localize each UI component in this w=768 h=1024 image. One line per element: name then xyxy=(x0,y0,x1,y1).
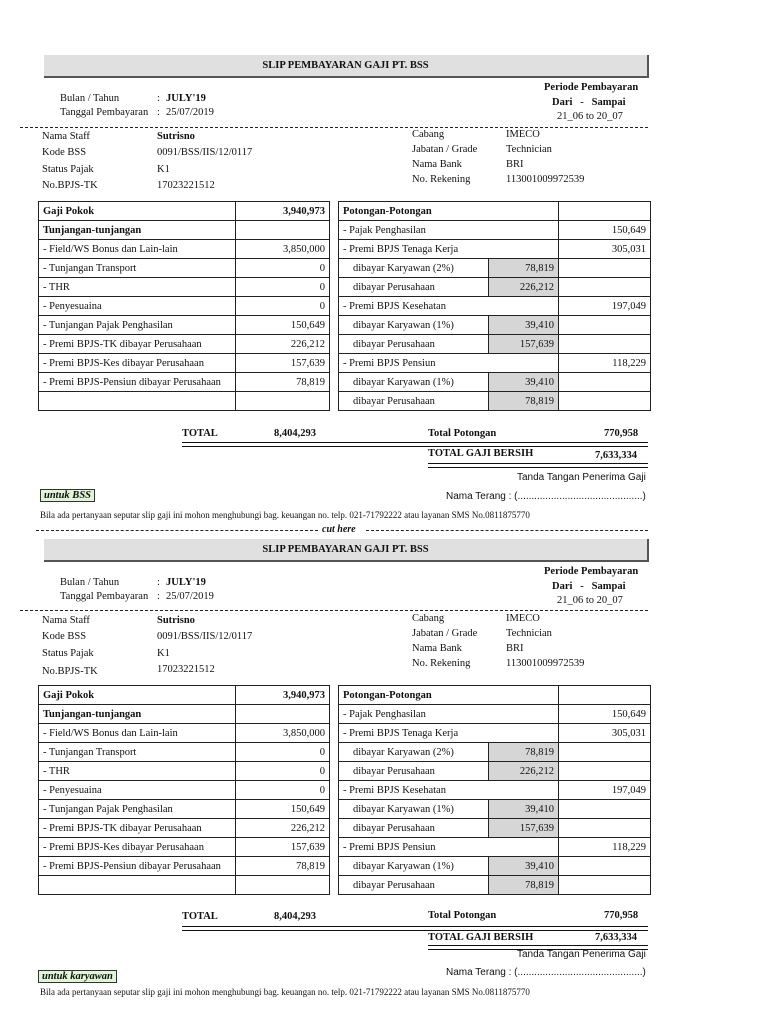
rekening-label: No. Rekening xyxy=(412,658,471,669)
empty-cell xyxy=(559,373,651,392)
potongan-header: Potongan-Potongan xyxy=(339,686,559,705)
bank-label: Nama Bank xyxy=(412,643,462,654)
deduction-value: 197,049 xyxy=(559,297,651,316)
income-value: 78,819 xyxy=(236,373,330,392)
empty-cell xyxy=(559,259,651,278)
colon: : xyxy=(157,93,160,104)
bulan-label: Bulan / Tahun xyxy=(60,577,120,588)
dari-sampai: Dari - Sampai xyxy=(552,581,626,592)
table-row xyxy=(39,781,330,800)
deduction-sub-label: dibayar Karyawan (1%) xyxy=(339,800,489,819)
empty-cell xyxy=(559,335,651,354)
table-row xyxy=(339,221,651,240)
deduction-sub-value: 39,410 xyxy=(489,316,559,335)
income-label: - Field/WS Bonus dan Lain-lain xyxy=(39,240,236,259)
cabang-value: IMECO xyxy=(506,129,540,140)
deduction-value: 197,049 xyxy=(559,781,651,800)
gaji-pokok-value: 3,940,973 xyxy=(236,202,330,221)
slip-title: SLIP PEMBAYARAN GAJI PT. BSS xyxy=(44,539,649,562)
income-label: - Premi BPJS-TK dibayar Perusahaan xyxy=(39,335,236,354)
table-row xyxy=(39,800,330,819)
empty-cell xyxy=(39,392,236,411)
table-row xyxy=(39,221,330,240)
deduction-sub-label: dibayar Karyawan (1%) xyxy=(339,316,489,335)
periode-value: 21_06 to 20_07 xyxy=(557,595,623,606)
net-value: 7,633,334 xyxy=(595,450,637,461)
income-value: 0 xyxy=(236,781,330,800)
deduction-total-value: 770,958 xyxy=(604,910,639,921)
deduction-sub-label: dibayar Perusahaan xyxy=(339,278,489,297)
empty-cell xyxy=(559,278,651,297)
nama-label: Nama Staff xyxy=(42,131,90,142)
income-value: 78,819 xyxy=(236,857,330,876)
income-value: 157,639 xyxy=(236,838,330,857)
deduction-label: - Premi BPJS Kesehatan xyxy=(339,297,559,316)
income-label: - Field/WS Bonus dan Lain-lain xyxy=(39,724,236,743)
table-row xyxy=(339,838,651,857)
divider xyxy=(20,610,648,611)
bpjs-value: 17023221512 xyxy=(157,664,215,675)
deduction-total-label: Total Potongan xyxy=(428,910,497,921)
kode-value: 0091/BSS/IIS/12/0117 xyxy=(157,631,253,642)
income-value: 226,212 xyxy=(236,819,330,838)
cabang-value: IMECO xyxy=(506,613,540,624)
income-label: - Tunjangan Pajak Penghasilan xyxy=(39,316,236,335)
nama-label: Nama Staff xyxy=(42,615,90,626)
tanggal-label: Tanggal Pembayaran xyxy=(60,591,149,602)
deduction-sub-label: dibayar Karyawan (2%) xyxy=(339,743,489,762)
deduction-value: 305,031 xyxy=(559,724,651,743)
deduction-sub-value: 226,212 xyxy=(489,762,559,781)
deduction-sub-value: 39,410 xyxy=(489,857,559,876)
table-row xyxy=(39,876,330,895)
empty-cell xyxy=(559,800,651,819)
table-row xyxy=(339,705,651,724)
empty-cell xyxy=(559,876,651,895)
income-value: 226,212 xyxy=(236,335,330,354)
deduction-label: - Premi BPJS Kesehatan xyxy=(339,781,559,800)
copy-tag: untuk BSS xyxy=(40,489,95,502)
empty-cell xyxy=(236,392,330,411)
gaji-pokok-value: 3,940,973 xyxy=(236,686,330,705)
income-label: - Tunjangan Pajak Penghasilan xyxy=(39,800,236,819)
empty-cell xyxy=(236,705,330,724)
cabang-label: Cabang xyxy=(412,129,445,140)
deduction-label: - Pajak Penghasilan xyxy=(339,705,559,724)
deduction-value: 305,031 xyxy=(559,240,651,259)
income-value: 150,649 xyxy=(236,316,330,335)
table-row xyxy=(339,373,651,392)
income-label: - THR xyxy=(39,762,236,781)
nama-value: Sutrisno xyxy=(157,615,195,626)
table-row xyxy=(339,743,651,762)
table-row xyxy=(39,819,330,838)
deduction-label: - Premi BPJS Tenaga Kerja xyxy=(339,240,559,259)
table-row xyxy=(339,354,651,373)
deduction-label: - Premi BPJS Pensiun xyxy=(339,354,559,373)
deduction-sub-label: dibayar Karyawan (2%) xyxy=(339,259,489,278)
table-row xyxy=(39,686,330,705)
table-row xyxy=(39,392,330,411)
tunjangan-header: Tunjangan-tunjangan xyxy=(39,221,236,240)
table-row xyxy=(339,762,651,781)
bank-label: Nama Bank xyxy=(412,159,462,170)
table-row xyxy=(39,724,330,743)
colon: : xyxy=(157,107,160,118)
empty-cell xyxy=(559,819,651,838)
table-row xyxy=(39,240,330,259)
deduction-value: 118,229 xyxy=(559,354,651,373)
table-row xyxy=(39,743,330,762)
empty-cell xyxy=(559,762,651,781)
kode-label: Kode BSS xyxy=(42,147,87,158)
jabatan-value: Technician xyxy=(506,628,552,639)
deduction-sub-label: dibayar Perusahaan xyxy=(339,819,489,838)
rekening-value: 113001009972539 xyxy=(506,174,585,185)
income-value: 0 xyxy=(236,259,330,278)
cut-line xyxy=(0,524,768,536)
deduction-sub-label: dibayar Perusahaan xyxy=(339,876,489,895)
pajak-value: K1 xyxy=(157,164,170,175)
deduction-sub-value: 157,639 xyxy=(489,335,559,354)
pajak-label: Status Pajak xyxy=(42,648,94,659)
table-row xyxy=(39,373,330,392)
empty-cell xyxy=(559,857,651,876)
deduction-value: 150,649 xyxy=(559,705,651,724)
gaji-pokok-label: Gaji Pokok xyxy=(39,686,236,705)
empty-cell xyxy=(559,392,651,411)
table-row xyxy=(39,259,330,278)
payslip-copy-karyawan xyxy=(0,539,768,1023)
deduction-sub-value: 78,819 xyxy=(489,392,559,411)
deduction-sub-value: 78,819 xyxy=(489,743,559,762)
income-table xyxy=(38,201,330,411)
table-row xyxy=(39,202,330,221)
empty-cell xyxy=(39,876,236,895)
income-label: - Penyesuaina xyxy=(39,781,236,800)
colon: : xyxy=(157,591,160,602)
net-label: TOTAL GAJI BERSIH xyxy=(428,932,534,943)
double-underline xyxy=(428,463,648,468)
deduction-total-label: Total Potongan xyxy=(428,428,497,439)
double-underline xyxy=(182,926,648,931)
deduction-label: - Pajak Penghasilan xyxy=(339,221,559,240)
periode-label: Periode Pembayaran xyxy=(544,82,639,93)
income-value: 150,649 xyxy=(236,800,330,819)
deduction-sub-label: dibayar Perusahaan xyxy=(339,335,489,354)
income-value: 0 xyxy=(236,278,330,297)
dari-sampai: Dari - Sampai xyxy=(552,97,626,108)
potongan-header: Potongan-Potongan xyxy=(339,202,559,221)
table-row xyxy=(39,354,330,373)
table-row xyxy=(339,686,651,705)
bpjs-value: 17023221512 xyxy=(157,180,215,191)
deductions-table xyxy=(338,685,651,895)
cut-here-label: cut here xyxy=(322,524,356,535)
tanggal-label: Tanggal Pembayaran xyxy=(60,107,149,118)
empty-cell xyxy=(559,202,651,221)
divider xyxy=(20,127,648,128)
bulan-label: Bulan / Tahun xyxy=(60,93,120,104)
income-value: 157,639 xyxy=(236,354,330,373)
deductions-table xyxy=(338,201,651,411)
bank-value: BRI xyxy=(506,643,524,654)
table-row xyxy=(339,876,651,895)
cabang-label: Cabang xyxy=(412,613,445,624)
table-row xyxy=(339,316,651,335)
income-table xyxy=(38,685,330,895)
deduction-sub-value: 78,819 xyxy=(489,259,559,278)
periode-value: 21_06 to 20_07 xyxy=(557,111,623,122)
deduction-sub-label: dibayar Perusahaan xyxy=(339,392,489,411)
income-total-label: TOTAL xyxy=(182,428,218,439)
table-row xyxy=(39,316,330,335)
income-value: 0 xyxy=(236,743,330,762)
deduction-sub-value: 39,410 xyxy=(489,373,559,392)
deduction-sub-label: dibayar Karyawan (1%) xyxy=(339,857,489,876)
table-row xyxy=(39,297,330,316)
table-row xyxy=(39,705,330,724)
jabatan-value: Technician xyxy=(506,144,552,155)
kode-label: Kode BSS xyxy=(42,631,87,642)
jabatan-label: Jabatan / Grade xyxy=(412,144,478,155)
income-label: - Premi BPJS-Pensiun dibayar Perusahaan xyxy=(39,857,236,876)
net-label: TOTAL GAJI BERSIH xyxy=(428,448,534,459)
rekening-value: 113001009972539 xyxy=(506,658,585,669)
copy-tag: untuk karyawan xyxy=(38,970,117,983)
table-row xyxy=(339,335,651,354)
table-row xyxy=(339,202,651,221)
deduction-value: 150,649 xyxy=(559,221,651,240)
table-row xyxy=(339,259,651,278)
empty-cell xyxy=(559,743,651,762)
divider xyxy=(36,530,318,531)
footer-note: Bila ada pertanyaan seputar slip gaji ini mohon menghubungi bag. keuangan no. telp. 021-71792222 atau layanan SMS No.0811875770 xyxy=(40,987,530,997)
table-row xyxy=(339,724,651,743)
income-label: - Tunjangan Transport xyxy=(39,259,236,278)
deduction-sub-label: dibayar Perusahaan xyxy=(339,762,489,781)
bpjs-label: No.BPJS-TK xyxy=(42,180,98,191)
income-label: - THR xyxy=(39,278,236,297)
income-label: - Premi BPJS-Kes dibayar Perusahaan xyxy=(39,354,236,373)
deduction-label: - Premi BPJS Pensiun xyxy=(339,838,559,857)
income-label: - Penyesuaina xyxy=(39,297,236,316)
double-underline xyxy=(182,442,648,447)
tunjangan-header: Tunjangan-tunjangan xyxy=(39,705,236,724)
slip-title: SLIP PEMBAYARAN GAJI PT. BSS xyxy=(44,55,649,78)
table-row xyxy=(339,240,651,259)
deduction-label: - Premi BPJS Tenaga Kerja xyxy=(339,724,559,743)
pajak-label: Status Pajak xyxy=(42,164,94,175)
tanggal-value: 25/07/2019 xyxy=(166,591,214,602)
jabatan-label: Jabatan / Grade xyxy=(412,628,478,639)
income-value: 3,850,000 xyxy=(236,240,330,259)
deduction-sub-label: dibayar Karyawan (1%) xyxy=(339,373,489,392)
table-row xyxy=(339,297,651,316)
divider xyxy=(366,530,648,531)
signature-label: Tanda Tangan Penerima Gaji xyxy=(517,472,646,483)
empty-cell xyxy=(559,686,651,705)
table-row xyxy=(339,392,651,411)
nama-value: Sutrisno xyxy=(157,131,195,142)
table-row xyxy=(339,819,651,838)
income-label: - Premi BPJS-Kes dibayar Perusahaan xyxy=(39,838,236,857)
income-label: - Premi BPJS-Pensiun dibayar Perusahaan xyxy=(39,373,236,392)
table-row xyxy=(339,781,651,800)
bulan-value: JULY'19 xyxy=(166,93,206,104)
net-value: 7,633,334 xyxy=(595,932,637,943)
colon: : xyxy=(157,577,160,588)
table-row xyxy=(39,838,330,857)
deduction-total-value: 770,958 xyxy=(604,428,639,439)
table-row xyxy=(339,857,651,876)
empty-cell xyxy=(236,876,330,895)
empty-cell xyxy=(559,316,651,335)
deduction-sub-value: 226,212 xyxy=(489,278,559,297)
income-total-label: TOTAL xyxy=(182,911,218,922)
deduction-value: 118,229 xyxy=(559,838,651,857)
income-label: - Premi BPJS-TK dibayar Perusahaan xyxy=(39,819,236,838)
empty-cell xyxy=(236,221,330,240)
income-total-value: 8,404,293 xyxy=(274,911,316,922)
signature-label: Tanda Tangan Penerima Gaji xyxy=(517,949,646,960)
bpjs-label: No.BPJS-TK xyxy=(42,666,98,677)
income-total-value: 8,404,293 xyxy=(274,428,316,439)
income-value: 0 xyxy=(236,297,330,316)
bank-value: BRI xyxy=(506,159,524,170)
payslip-copy-bss xyxy=(0,55,768,539)
kode-value: 0091/BSS/IIS/12/0117 xyxy=(157,147,253,158)
table-row xyxy=(339,800,651,819)
table-row xyxy=(339,278,651,297)
income-value: 3,850,000 xyxy=(236,724,330,743)
table-row xyxy=(39,278,330,297)
nama-terang: Nama Terang : (.............................................) xyxy=(446,491,646,502)
table-row xyxy=(39,762,330,781)
pajak-value: K1 xyxy=(157,648,170,659)
deduction-sub-value: 78,819 xyxy=(489,876,559,895)
table-row xyxy=(39,335,330,354)
footer-note: Bila ada pertanyaan seputar slip gaji ini mohon menghubungi bag. keuangan no. telp. 021-71792222 atau layanan SMS No.0811875770 xyxy=(40,510,530,520)
gaji-pokok-label: Gaji Pokok xyxy=(39,202,236,221)
deduction-sub-value: 157,639 xyxy=(489,819,559,838)
income-label: - Tunjangan Transport xyxy=(39,743,236,762)
nama-terang: Nama Terang : (.............................................) xyxy=(446,967,646,978)
rekening-label: No. Rekening xyxy=(412,174,471,185)
table-row xyxy=(39,857,330,876)
deduction-sub-value: 39,410 xyxy=(489,800,559,819)
tanggal-value: 25/07/2019 xyxy=(166,107,214,118)
bulan-value: JULY'19 xyxy=(166,577,206,588)
income-value: 0 xyxy=(236,762,330,781)
periode-label: Periode Pembayaran xyxy=(544,566,639,577)
